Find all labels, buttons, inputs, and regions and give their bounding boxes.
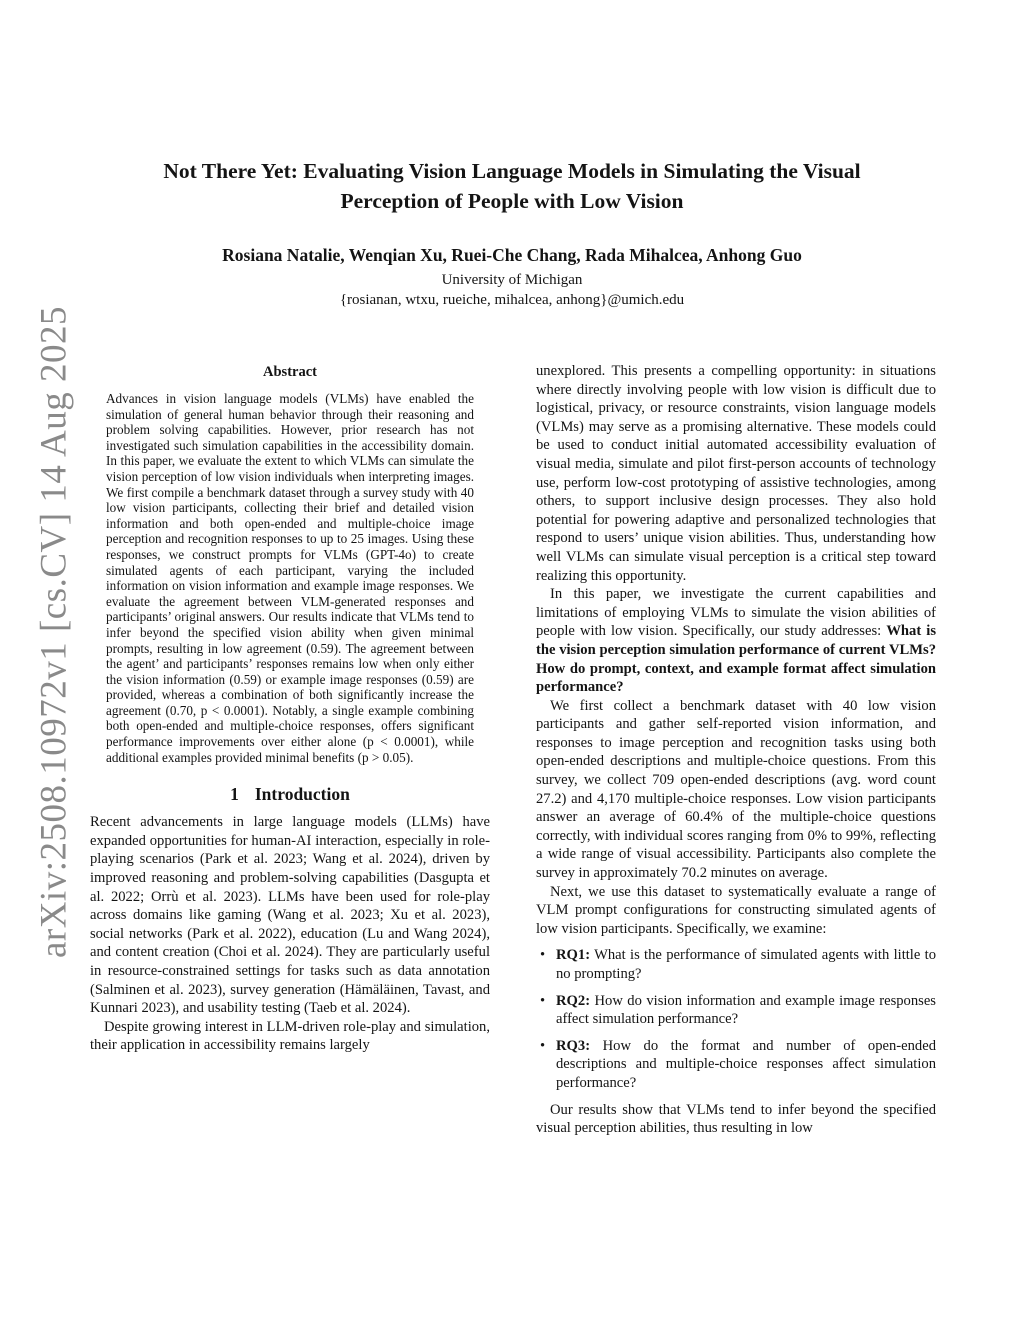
title-line-1: Not There Yet: Evaluating Vision Language Models in Simulating the Visual xyxy=(163,159,861,183)
rq-label: RQ1: xyxy=(556,947,591,964)
rq-text: How do vision information and example image responses affect simulation performance? xyxy=(556,992,936,1028)
section-title: Introduction xyxy=(254,784,350,805)
bullet-icon: • xyxy=(540,1037,546,1054)
rq-label: RQ3: xyxy=(556,1037,591,1054)
list-item xyxy=(536,946,936,983)
rq-text: What is the performance of simulated agents with little to no prompting? xyxy=(556,947,936,982)
right-paragraph-2 xyxy=(536,585,936,697)
abstract-heading: Abstract xyxy=(263,364,317,380)
arxiv-identifier: arXiv:2508.10972v1 [cs.CV] 14 Aug 2025 xyxy=(33,305,75,959)
intro-paragraph-1: Recent advancements in large language models (LLMs) have expanded opportunities for human-AI interaction, especially in role-playing scenarios (Park et al. 2023; Wang et al. 2024), driven by improved reasoning and problem-solving capabilities (Dasgupta et al. 2022; Orrù et al. 2023). LLMs have been used for role-play across domains like gaming (Wang et al. 2023; Xu et al. 2023), social networks (Park et al. 2022), education (Lu and Wang 2024), and content creation (Choi et al. 2024). They are particularly useful in resource-constrained settings for tasks such as data annotation (Salminen et al. 2023), survey generation (Hämäläinen, Tavast, and Kunnari 2023), and usability testing (Taeb et al. 2024). xyxy=(90,814,490,1017)
section-heading-introduction xyxy=(90,783,490,805)
abstract-text: Advances in vision language models (VLMs) have enabled the simulation of general human behavior through their reasoning and problem solving capabilities. However, prior research has not investigated such simulation capabilities in the accessibility domain. In this paper, we evaluate the extent to which VLMs can simulate the vision perception of low vision individuals when interpreting images. We first compile a benchmark dataset through a survey study with 40 low vision participants, collecting their brief and detailed vision information and both open-ended and multiple-choice image perception and recognition responses to up to 25 images. Using these responses, we construct prompts for VLMs (GPT-4o) to create simulated agents of each participant, varying the included information on vision information and example image responses. We evaluate the agreement between VLM-generated responses and participants’ original answers. Our results indicate that VLMs tend to infer beyond the specified vision ability when given minimal prompts, resulting in low agreement (0.59). The agreement between the agent’ and participants’ responses remains low when only either the vision information (0.59) or example image responses (0.59) are provided, whereas a combination of both significantly increase the agreement (0.70, p < 0.0001). Notably, a single example combining both open-ended and multiple-choice responses, offers significant performance improvements over either alone (p < 0.0001), while additional examples provided minimal benefits (p > 0.05). xyxy=(106,391,474,765)
paper-title xyxy=(90,156,934,216)
rq-text: How do the format and number of open-ended descriptions and multiple-choice responses affect simulation performance? xyxy=(556,1037,936,1091)
section-number: 1 xyxy=(230,784,239,805)
intro-paragraph-2: Despite growing interest in LLM-driven role-play and simulation, their application in accessibility remains largely xyxy=(90,1018,490,1054)
right-paragraph-5: Our results show that VLMs tend to infer beyond the specified visual perception abilities, thus resulting in low xyxy=(536,1101,936,1137)
right-column xyxy=(536,362,936,1138)
author-emails: {rosianan, wtxu, rueiche, mihalcea, anhong}@umich.edu xyxy=(339,292,685,308)
rq-label: RQ2: xyxy=(556,992,591,1009)
list-item xyxy=(536,992,936,1029)
left-column xyxy=(90,362,490,1055)
right-paragraph-3: We first collect a benchmark dataset with 40 low vision participants and gather self-reported vision information, and responses to image perception and recognition tasks using both open-ended descriptions and multiple-choice questions. From this survey, we collect 709 open-ended descriptions (avg. word count 27.2) and 4,170 multiple-choice responses. Low vision participants answer an average of 60.4% of the multiple-choice questions correctly, with individual scores ranging from 0% to 99%, reflecting a wide range of visual accessibility. Participants also complete the survey in approximately 70.2 minutes on average. xyxy=(536,697,936,882)
title-line-2: Perception of People with Low Vision xyxy=(340,189,684,213)
list-item xyxy=(536,1037,936,1093)
right-paragraph-4: Next, we use this dataset to systematically evaluate a range of VLM prompt configurations for constructing simulated agents of low vision participants. Specifically, we examine: xyxy=(536,883,936,937)
research-question-list xyxy=(536,946,936,1092)
bullet-icon: • xyxy=(540,947,546,964)
bullet-icon: • xyxy=(540,992,546,1009)
research-question-summary: What is the vision perception simulation performance of current VLMs? How do prompt, context, and example format affect simulation performance? xyxy=(536,623,937,696)
author-list: Rosiana Natalie, Wenqian Xu, Ruei-Che Chang, Rada Mihalcea, Anhong Guo xyxy=(222,245,802,265)
right-paragraph-1: unexplored. This presents a compelling opportunity: in situations where directly involving people with low vision is difficult due to logistical, privacy, or resource constraints, vision language models (VLMs) may serve as a promising alternative. These models could be used to conduct initial automated accessibility evaluation of visual media, simulate and pilot first-person accounts of technology use, perform low-cost prototyping of assistive technologies, among others, to support inclusive design processes. They also hold potential for powering adaptive and personalized technologies that respond to users’ unique vision abilities. Thus, understanding how well VLMs can simulate visual perception is a critical step toward realizing this opportunity. xyxy=(536,363,936,584)
paragraph-text: In this paper, we investigate the current capabilities and limitations of employing VLMs to simulate the vision abilities of people with low vision. Specifically, our study addresses: xyxy=(536,586,936,640)
title-block xyxy=(90,156,934,310)
affiliation: University of Michigan xyxy=(441,272,583,288)
